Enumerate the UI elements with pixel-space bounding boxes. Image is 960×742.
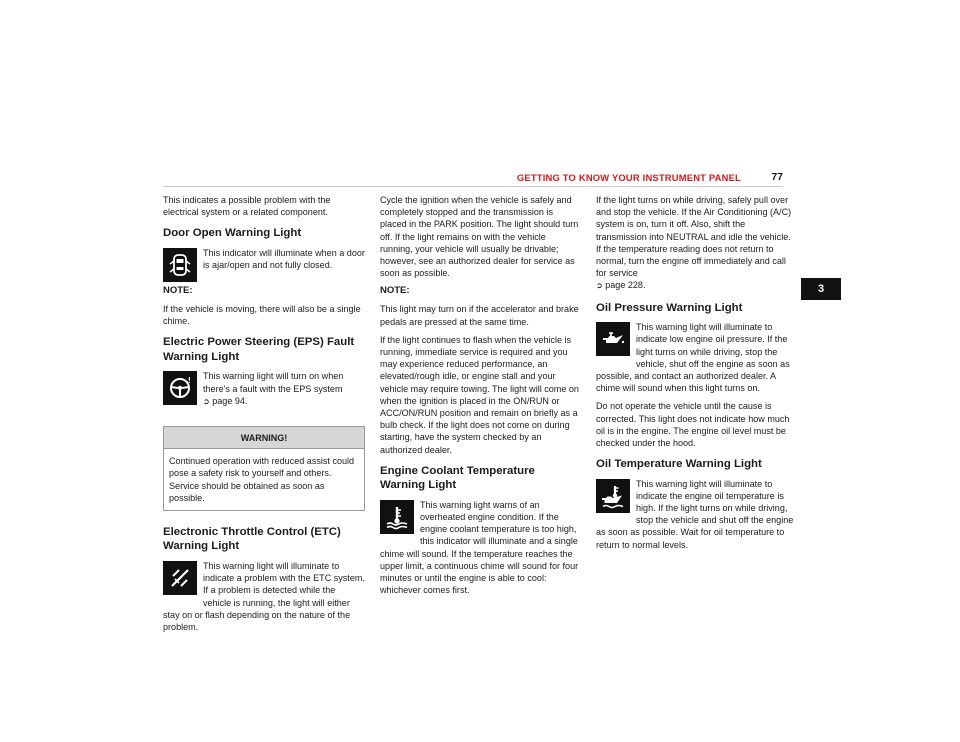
- oil-temperature-icon: [596, 479, 630, 513]
- door-open-heading: Door Open Warning Light: [163, 227, 302, 240]
- etc-cycle-paragraph: Cycle the ignition when the vehicle is safely and completely stopped and the transmission is placed in the PARK position. The light should turn off. If the light remains on with the vehicle running, your vehicle will usually be drivable; however, see an authorized dealer for service as soon as possible.: [380, 195, 579, 279]
- intro-paragraph: This indicates a possible problem with the electrical system or a related component.: [163, 195, 331, 218]
- oil-pressure-text: This warning light will illuminate to indicate low engine oil pressure. If the light turns on while driving, stop the vehicle, shut off the engine as soon as possible, and contact an authorized dealer. A chime will sound when this light turns on.: [596, 322, 790, 394]
- etc-note-text: This light may turn on if the accelerator and brake pedals are pressed at the same time.: [380, 304, 579, 327]
- oil-pressure-heading: Oil Pressure Warning Light: [596, 301, 743, 314]
- coolant-page-ref[interactable]: page 228.: [605, 280, 646, 291]
- coolant-action-paragraph: If the light turns on while driving, safely pull over and stop the vehicle. If the Air Conditioning (A/C) system is on, turn it off. Also, shift the transmission into NEUTRAL and idle the vehicle. If the temperature reading does not return to normal, turn the engine off immediately and call for service ➲ page 228.: [596, 195, 792, 291]
- oil-can-icon: [596, 322, 630, 356]
- coolant-temperature-icon: [380, 500, 414, 534]
- door-open-text: This indicator will illuminate when a door is ajar/open and not fully closed.: [203, 247, 365, 271]
- throttle-icon: [163, 561, 197, 595]
- coolant-text: This warning light warns of an overheated engine condition. If the engine coolant temperature is too high, this indicator will illuminate and a single chime will sound. If the temperature reaches the upper limit, a continuous chime will sound for four minutes or until the engine is able to cool: whichever comes first.: [380, 499, 579, 596]
- oil-pressure-paragraph: Do not operate the vehicle until the cause is corrected. This light does not indicate how much oil is in the engine. The engine oil level must be checked under the hood.: [596, 401, 790, 448]
- warning-title: WARNING!: [164, 427, 364, 449]
- etc-note-label: NOTE:: [380, 285, 410, 297]
- etc-text: This warning light will illuminate to indicate a problem with the ETC system. If a problem is detected while the vehicle is running, the light will either stay on or flash depending on the nature of the problem.: [163, 560, 365, 632]
- door-note-text: If the vehicle is moving, there will also be a single chime.: [163, 303, 361, 327]
- etc-flash-paragraph: If the light continues to flash when the vehicle is running, immediate service is required and you may experience reduced performance, an elevated/rough idle, or engine stall and your vehicle may require towing. The light will come on when the ignition is placed in the ON/RUN or ACC/ON/RUN position and remain on briefly as a bulb check. If the light does not come on during starting, have the system checked by an authorized dealer.: [380, 334, 579, 455]
- svg-text:!: !: [188, 376, 191, 386]
- page-ref-arrow-icon: ➲: [596, 281, 603, 291]
- page-number: 77: [771, 171, 783, 183]
- page-ref-arrow-icon: ➲: [203, 396, 210, 406]
- steering-wheel-icon: [163, 371, 197, 405]
- column-1: [163, 194, 365, 639]
- eps-page-ref[interactable]: page 94.: [212, 395, 248, 406]
- column-3: [596, 194, 796, 557]
- page-header: [163, 172, 783, 186]
- door-note-label: NOTE:: [163, 284, 193, 296]
- eps-heading: Electric Power Steering (EPS) Fault Warning Light: [163, 336, 355, 363]
- oil-temperature-text: This warning light will illuminate to indicate the engine oil temperature is high. If the light turns on while driving, stop the vehicle and shut off the engine as soon as possible. Wait for oil temperature to return to normal levels.: [596, 478, 794, 550]
- header-rule: [163, 186, 783, 187]
- warning-text: Continued operation with reduced assist could pose a safety risk to yourself and others. Service should be obtained as soon as possible.: [169, 456, 355, 503]
- coolant-heading: Engine Coolant Temperature Warning Light: [380, 464, 535, 492]
- door-open-icon: [163, 248, 197, 282]
- warning-box: [163, 426, 365, 511]
- section-title: GETTING TO KNOW YOUR INSTRUMENT PANEL: [516, 172, 741, 183]
- column-2: [380, 194, 580, 602]
- chapter-tab: 3: [801, 278, 841, 300]
- eps-text: This warning light will turn on when there's a fault with the EPS system ➲ page 94.: [203, 371, 344, 406]
- etc-heading: Electronic Throttle Control (ETC) Warning Light: [163, 525, 341, 553]
- oil-temperature-heading: Oil Temperature Warning Light: [596, 458, 762, 471]
